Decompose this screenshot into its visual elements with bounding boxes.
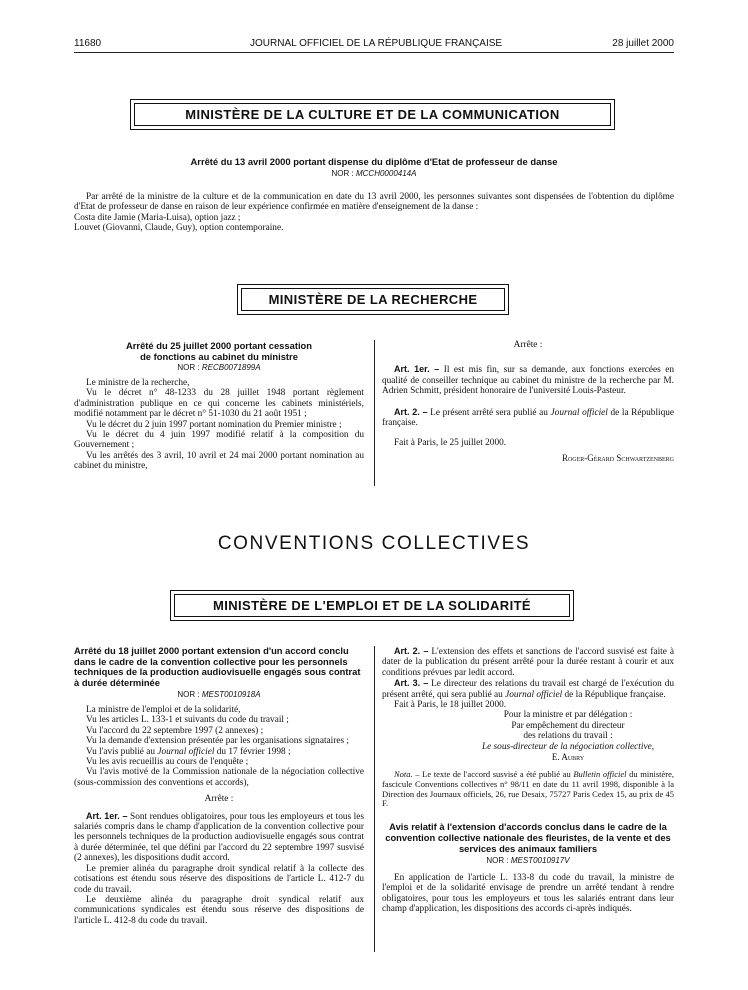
emploi-visa-jo: Vu l'avis publié au Journal officiel du 17 février 1998 ; [86,746,291,757]
ministry-box-culture [130,99,615,130]
emploi-signature-block [462,710,674,762]
emploi-fait: Fait à Paris, le 18 juillet 2000. [394,700,507,711]
ministry-title-recherche: MINISTÈRE DE LA RECHERCHE [268,292,478,307]
ministry-title-culture: MINISTÈRE DE LA CULTURE ET DE LA COMMUNICATION [185,107,560,122]
column-rule-emploi [374,646,375,952]
emploi-left-column [74,646,364,926]
avis-title: Avis relatif à l'extension d'accords conclus dans le cadre de la convention collective nationale des fleuristes, de la vente et des services des animaux familiers [385,820,671,854]
ministry-box-emploi [170,590,574,621]
emploi-sig-5: E. Aubry [551,752,585,763]
ministry-box-recherche [237,284,509,315]
culture-body [74,192,674,234]
section-heading-conventions: CONVENTIONS COLLECTIVES [217,533,531,554]
culture-paragraph: Par arrêté de la ministre de la culture et de la communication en date du 13 avril 2000, les personnes suivantes sont dispensées de l'obtention du diplôme d'Etat de professeur de danse en raison de leur expérience confirmée en matière d'enseignement de la danse : [74,192,674,213]
emploi-art1-paragraph-2: Le premier alinéa du paragraphe droit syndical relatif à la collecte des cotisations est étendu sous réserve des dispositions de l'article L. 412-7 du code du travail. [74,863,364,895]
emploi-visa-5: Vu l'avis motivé de la Commission nationale de la négociation collective (sous-commission des conventions et accords), [74,767,364,788]
emploi-arrete: Arrête : [204,794,234,805]
header-date: 28 juillet 2000 [612,38,674,49]
recherche-right-column [382,340,674,463]
header-rule [74,52,674,53]
decree-title-culture: Arrêté du 13 avril 2000 portant dispense du diplôme d'Etat de professeur de danse [190,156,558,167]
nor-emploi: NOR : MEST0010918A [177,690,261,699]
recherche-visa-3: Vu le décret du 4 juin 1997 modifié relatif à la composition du Gouvernement ; [74,430,364,451]
emploi-sig-1: Pour la ministre et par délégation : [503,710,633,721]
emploi-art2: Art. 2. – L'extension des effets et sanctions de l'accord susvisé est faite à dater de la publication du présent arrêté pour la durée restant à courir et aux conditions prévues par ledit accord. [382,646,675,678]
decree-title-recherche-1: Arrêté du 25 juillet 2000 portant cessation [126,340,312,351]
recherche-signature: Roger-Gérard Schwartzenberg [561,452,674,463]
recherche-visa-2: Vu le décret du 2 juin 1997 portant nomination du Premier ministre ; [86,419,342,430]
nor-recherche: NOR : RECB0071899A [177,363,261,372]
recherche-left-column [74,340,364,472]
emploi-visa-4: Vu les avis recueillis au cours de l'enquête ; [86,757,249,768]
emploi-note: Nota. – Le texte de l'accord susvisé a été publié au Bulletin officiel du ministère, fascicule Conventions collectives n° 98/11 en date du 11 avril 1998, disponible à la Direction des Journaux officiels, 26, rue Desaix, 75727 Paris Cedex 15, au prix de 45 F. [382,769,674,809]
emploi-visa-2: Vu l'accord du 22 septembre 1997 (2 annexes) ; [86,725,264,736]
recherche-art2: Art. 2. – Le présent arrêté sera publié au Journal officiel de la République française. [382,406,675,429]
recherche-arrete: Arrête : [513,340,543,350]
decree-title-recherche-2: de fonctions au cabinet du ministre [140,351,298,362]
emploi-sig-3: des relations du travail : [523,731,613,742]
recherche-fait: Fait à Paris, le 25 juillet 2000. [394,438,507,449]
emploi-visa-0: La ministre de l'emploi et de la solidarité, [86,705,241,715]
emploi-right-column [382,646,674,914]
emploi-sig-2: Par empêchement du directeur [511,720,625,731]
recherche-visa-0: Le ministre de la recherche, [86,378,190,388]
avis-paragraph: En application de l'article L. 133-8 du code du travail, la ministre de l'emploi et de la solidarité envisage de prendre un arrêté tendant à rendre obligatoires, pour tous les employeurs et tous les salariés entrant dans leur champ d'application, les dispositions des accords ci-après indiqués. [382,872,674,915]
recherche-art1: Art. 1er. – Il est mis fin, sur sa demande, aux fonctions exercées en qualité de conseiller technique au cabinet du ministre de la recherche par M. Adrien Schmitt, président honoraire de l'université Louis-Pasteur. [382,364,674,397]
journal-title: JOURNAL OFFICIEL DE LA RÉPUBLIQUE FRANÇAISE [250,38,503,49]
recherche-visa-1: Vu le décret n° 48-1233 du 28 juillet 1948 portant règlement d'administration publique en ce qui concerne les cabinets ministériels, modifié notamment par le décret n° 51-1030 du 21 août 1951 ; [74,388,364,420]
recherche-visa-4: Vu les arrêtés des 3 avril, 10 avril et 24 mai 2000 portant nomination au cabinet du ministre, [74,450,364,472]
ministry-title-emploi: MINISTÈRE DE L'EMPLOI ET DE LA SOLIDARITÉ [212,598,532,613]
column-rule-recherche [374,340,375,486]
culture-person-2: Louvet (Giovanni, Claude, Guy), option contemporaine. [74,223,284,234]
emploi-visa-3: Vu la demande d'extension présentée par les organisations signataires ; [86,736,349,747]
emploi-visa-1: Vu les articles L. 133-1 et suivants du code du travail ; [86,715,289,726]
emploi-art1: Art. 1er. – Sont rendues obligatoires, pour tous les employeurs et tous les salariés compris dans le champ d'application de la convention collective pour les personnels techniques de la production audiovisuelle engagés sous contrat à durée déterminée, tel que défini par l'accord du 22 septembre 1997 susvisé (2 annexes), les dispositions dudit accord. [74,810,364,864]
page-number: 11680 [74,38,102,49]
emploi-art3: Art. 3. – Le directeur des relations du travail est chargé de l'exécution du présent arrêté, qui sera publié au Journal officiel de la République française. [382,678,674,700]
emploi-art1-paragraph-3: Le deuxième alinéa du paragraphe droit syndical relatif aux communications syndicales est étendu sous réserve des dispositions de l'article L. 412-8 du code du travail. [74,894,364,926]
emploi-sig-4: Le sous-directeur de la négociation collective, [481,741,655,752]
decree-title-emploi: Arrêté du 18 juillet 2000 portant extension d'un accord conclu dans le cadre de la convention collective pour les personnels techniques de la production audiovisuelle engagés sous contrat à durée déterminée [74,645,361,688]
culture-person-1: Costa dite Jamie (Maria-Luisa), option jazz ; [74,212,241,223]
nor-avis: NOR : MEST0010917V [486,855,570,865]
nor-culture: NOR : MCCH0000414A [331,169,417,178]
